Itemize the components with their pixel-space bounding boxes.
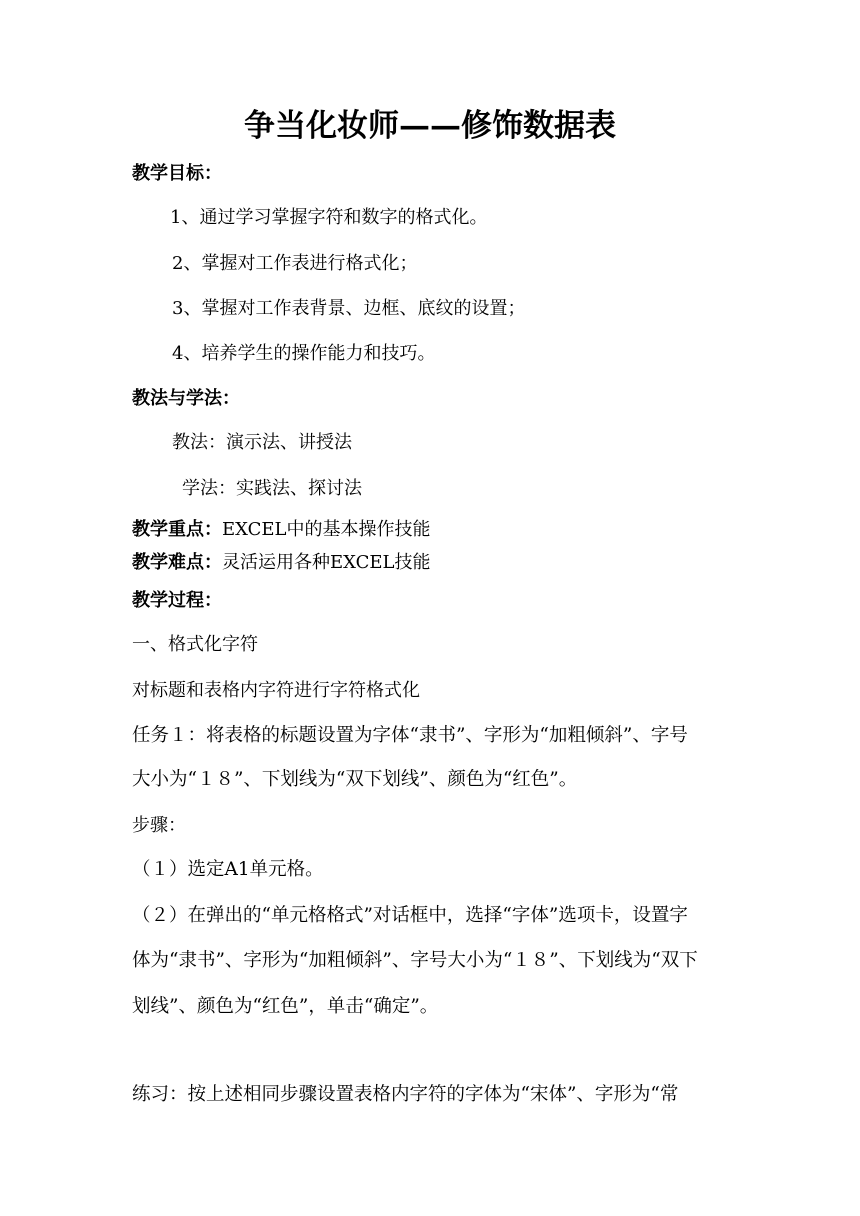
step-1: （１）选定A1单元格。: [132, 859, 324, 880]
process-heading: 教学过程：: [132, 590, 222, 611]
methods-heading: 教法与学法：: [132, 388, 240, 409]
learning-method: 学法：实践法、探讨法: [182, 478, 362, 499]
objectives-heading: 教学目标：: [132, 163, 222, 184]
step-2-line3: 划线”、颜色为“红色”，单击“确定”。: [132, 996, 439, 1017]
key-point-text: EXCEL中的基本操作技能: [222, 519, 431, 540]
section1-intro: 对标题和表格内字符进行字符格式化: [132, 680, 420, 701]
key-point-line: [132, 518, 431, 542]
task1-line2: 大小为“１８”、下划线为“双下划线”、颜色为“红色”。: [132, 769, 578, 790]
teaching-method: 教法：演示法、讲授法: [172, 432, 352, 453]
task1-line1: 任务１：将表格的标题设置为字体“隶书”、字形为“加粗倾斜”、字号: [132, 725, 688, 746]
steps-label: 步骤：: [132, 815, 186, 836]
section1-title: 一、格式化字符: [132, 634, 258, 655]
objective-item-3: 3、掌握对工作表背景、边框、底纹的设置；: [172, 298, 526, 319]
objective-item-2: 2、掌握对工作表进行格式化；: [172, 253, 418, 274]
key-point-label: 教学重点：: [132, 519, 222, 540]
difficulty-text: 灵活运用各种EXCEL技能: [222, 552, 431, 573]
difficulty-line: [132, 551, 431, 575]
difficulty-label: 教学难点：: [132, 552, 222, 573]
document-title: 争当化妆师——修饰数据表: [244, 108, 616, 144]
objective-item-4: 4、培养学生的操作能力和技巧。: [172, 343, 436, 364]
step-2-line1: （２）在弹出的“单元格格式”对话框中，选择“字体”选项卡，设置字: [132, 905, 688, 926]
objective-item-1: 1、通过学习掌握字符和数字的格式化。: [170, 207, 488, 228]
step-2-line2: 体为“隶书”、字形为“加粗倾斜”、字号大小为“１８”、下划线为“双下: [132, 950, 698, 971]
practice-line: 练习：按上述相同步骤设置表格内字符的字体为“宋体”、字形为“常: [132, 1084, 679, 1105]
